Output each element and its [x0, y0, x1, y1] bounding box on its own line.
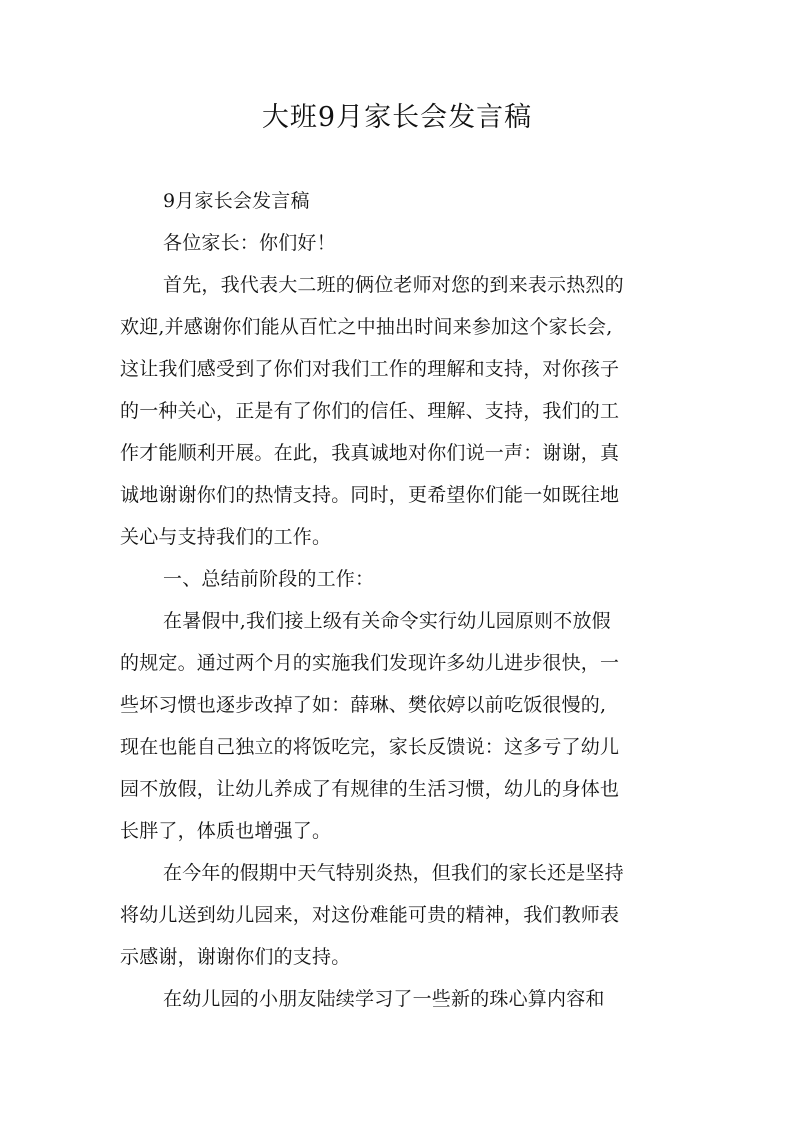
paragraph-line: 的规定。通过两个月的实施我们发现许多幼儿进步很快，一 — [120, 652, 620, 674]
paragraph-line: 些坏习惯也逐步改掉了如：薛琳、樊依婷以前吃饭很慢的, — [120, 694, 607, 716]
paragraph-line: 作才能顺利开展。在此，我真诚地对你们说一声：谢谢，真 — [120, 442, 620, 464]
subtitle-line: 9月家长会发言稿 — [163, 190, 310, 212]
paragraph-line: 现在也能自己独立的将饭吃完，家长反馈说：这多亏了幼儿 — [120, 736, 620, 758]
document-title: 大班9月家长会发言稿 — [261, 102, 533, 133]
paragraph-line: 在暑假中,我们接上级有关命令实行幼儿园原则不放假 — [163, 610, 611, 632]
paragraph-line: 这让我们感受到了你们对我们工作的理解和支持，对你孩子 — [120, 358, 620, 380]
document-body — [120, 180, 680, 1020]
paragraph-line: 在今年的假期中天气特别炎热，但我们的家长还是坚持 — [163, 862, 624, 884]
paragraph-line: 关心与支持我们的工作。 — [120, 526, 332, 548]
greeting-line: 各位家长：你们好！ — [163, 232, 336, 254]
paragraph-line: 长胖了，体质也增强了。 — [120, 820, 332, 842]
section-heading: 一、总结前阶段的工作： — [163, 568, 375, 590]
paragraph-line: 在幼儿园的小朋友陆续学习了一些新的珠心算内容和 — [163, 988, 605, 1010]
paragraph-line: 园不放假，让幼儿养成了有规律的生活习惯，幼儿的身体也 — [120, 778, 620, 800]
paragraph-line: 欢迎,并感谢你们能从百忙之中抽出时间来参加这个家长会, — [120, 316, 613, 338]
paragraph-line: 首先，我代表大二班的俩位老师对您的到来表示热烈的 — [163, 274, 624, 296]
paragraph-line: 示感谢，谢谢你们的支持。 — [120, 946, 351, 968]
paragraph-line: 将幼儿送到幼儿园来，对这份难能可贵的精神，我们教师表 — [120, 904, 620, 926]
paragraph-line: 的一种关心，正是有了你们的信任、理解、支持，我们的工 — [120, 400, 620, 422]
paragraph-line: 诚地谢谢你们的热情支持。同时，更希望你们能一如既往地 — [120, 484, 620, 506]
